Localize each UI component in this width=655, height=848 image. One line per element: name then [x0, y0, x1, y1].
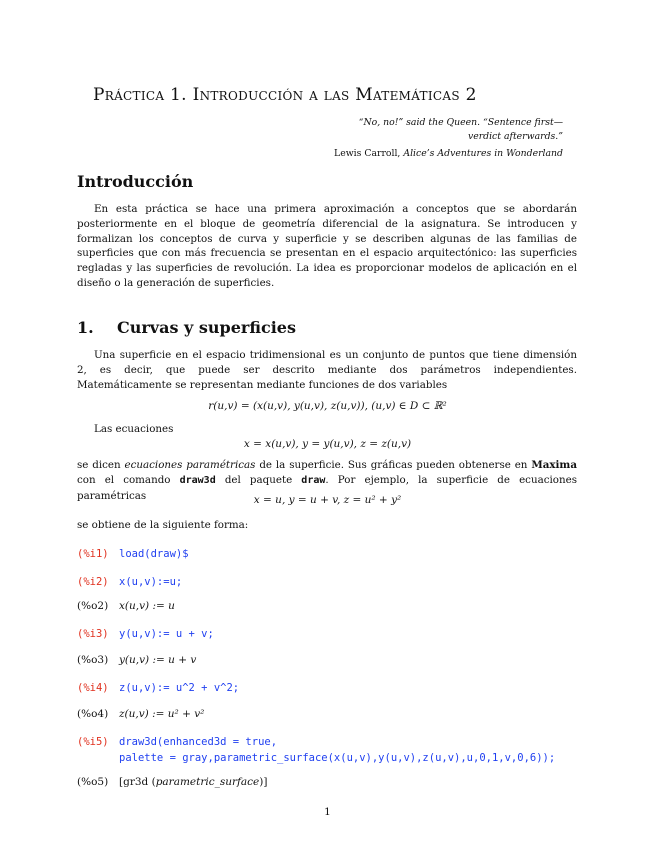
section-1-paragraph-2: Las ecuaciones	[94, 423, 174, 435]
section-1-paragraph-3: se dicen ecuaciones paramétricas de la superficie. Sus gráficas pueden obtenerse en Maxima con el comando draw3d del paquete draw. Por ejemplo, la superficie de ecuaciones paramétricas	[77, 459, 577, 502]
intro-heading: Introducción	[77, 172, 194, 191]
page-number: 1	[324, 806, 331, 818]
section-1-paragraph-1: Una superficie en el espacio tridimensional es un conjunto de puntos que tiene dimensión 2, es decir, que puede ser descrito mediante dos parámetros independientes. Matemáticamente se representan mediante funciones de dos variables	[77, 349, 577, 391]
maxima-input-5-continued: palette = gray,parametric_surface(x(u,v),y(u,v),z(u,v),u,0,1,v,0,6));	[119, 752, 556, 764]
section-1-paragraph-4: se obtiene de la siguiente forma:	[77, 519, 249, 531]
maxima-input-2: (%i2) x(u,v):=u;	[77, 576, 183, 588]
equation-example: x = u, y = u + v, z = u² + y²	[253, 494, 402, 506]
page-title: Práctica 1. Introducción a las Matemáticas 2	[93, 85, 477, 105]
section-1-heading: 1. Curvas y superficies	[77, 318, 296, 337]
equation-r: r(u,v) = (x(u,v), y(u,v), z(u,v)), (u,v) ∈ D ⊂ ℝ²	[208, 400, 447, 412]
epigraph-quote: “No, no!” said the Queen. “Sentence first— verdict afterwards.”	[358, 117, 563, 142]
maxima-output-2: (%o2) x(u,v) := u	[77, 600, 175, 612]
maxima-output-4: (%o4) z(u,v) := u² + v²	[77, 708, 205, 720]
maxima-output-3: (%o3) y(u,v) := u + v	[77, 654, 197, 666]
maxima-input-5: (%i5) draw3d(enhanced3d = true,	[77, 736, 278, 748]
maxima-input-1: (%i1) load(draw)$	[77, 548, 189, 560]
maxima-output-5: (%o5) [gr3d (parametric_surface)]	[77, 776, 268, 788]
maxima-input-4: (%i4) z(u,v):= u^2 + v^2;	[77, 682, 240, 694]
equation-parametric: x = x(u,v), y = y(u,v), z = z(u,v)	[243, 438, 412, 450]
intro-paragraph: En esta práctica se hace una primera aproximación a conceptos que se abordarán posteriormente en el bloque de geometría diferencial de la asignatura. Se introducen y formalizan los conceptos de curva y superficie y se describen algunas de las familias de superficies que con más frecuencia se presentan en el espacio arquitectónico: las superficies regladas y las superficies de revolución. La idea es proporcionar modelos de aplicación en el diseño o la generación de superficies.	[77, 203, 577, 289]
maxima-input-3: (%i3) y(u,v):= u + v;	[77, 628, 214, 640]
epigraph-attribution: Lewis Carroll, Alice’s Adventures in Wonderland	[334, 148, 563, 159]
